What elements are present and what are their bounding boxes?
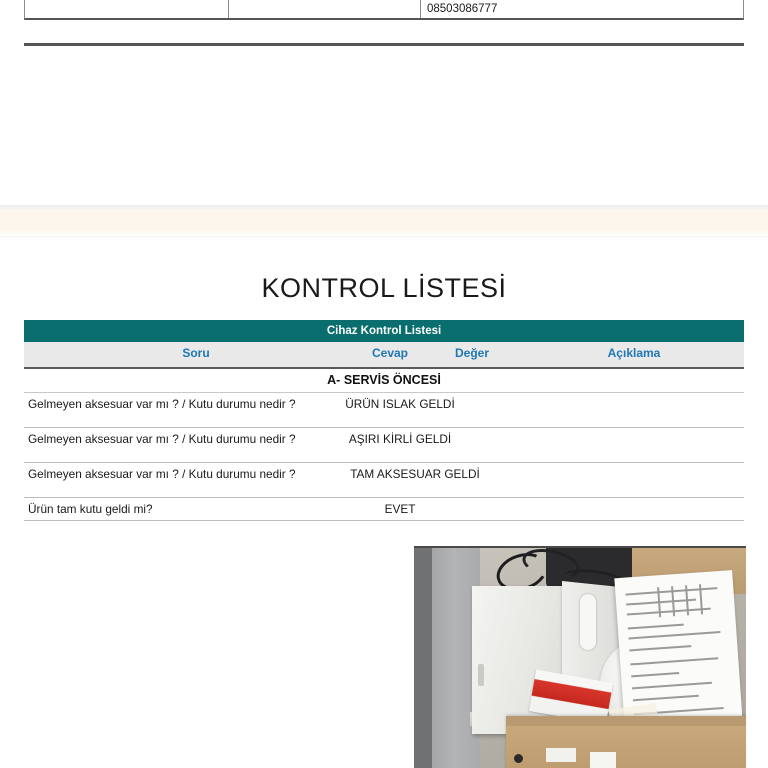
table-row: [24, 428, 744, 463]
table-row: [24, 393, 744, 428]
column-header-soru: Soru: [182, 346, 210, 360]
row-answer: ÜRÜN ISLAK GELDİ: [345, 397, 455, 411]
row-answer: AŞIRI KİRLİ GELDİ: [348, 432, 452, 446]
row-answer: EVET: [384, 502, 416, 516]
row-question: Gelmeyen aksesuar var mı ? / Kutu durumu nedir ?: [28, 467, 296, 481]
row-answer: TAM AKSESUAR GELDİ: [350, 467, 480, 481]
service-photo-image: [414, 548, 746, 768]
column-header-deger: Değer: [454, 346, 489, 360]
row-question: Ürün tam kutu geldi mi?: [28, 502, 153, 516]
page-one-tail: [0, 0, 768, 205]
photo-wall-shadow: [414, 548, 432, 768]
page-title: KONTROL LİSTESİ: [261, 273, 507, 303]
contact-table-cell-phone: 08503086777: [427, 3, 498, 15]
page-one-footer-rule: [24, 43, 744, 46]
checklist-header-row: [24, 342, 744, 369]
photo-box-label: [546, 748, 576, 762]
table-row: [24, 463, 744, 498]
photo-box-label: [590, 752, 616, 768]
contact-table-cell-2: [229, 0, 421, 18]
table-row: [24, 498, 744, 521]
photo-appliance-latch: [478, 664, 484, 686]
row-question: Gelmeyen aksesuar var mı ? / Kutu durumu nedir ?: [28, 397, 296, 411]
checklist-table: [24, 320, 744, 521]
photo-box-hole: [514, 754, 523, 763]
contact-table: [24, 0, 744, 20]
checklist-banner: Cihaz Kontrol Listesi: [24, 320, 744, 342]
column-header-cevap: Cevap: [371, 346, 409, 360]
column-header-aciklama: Açıklama: [607, 346, 661, 360]
contact-table-cell-1: [25, 0, 229, 18]
service-photo: [414, 546, 746, 768]
page-separator-band: [0, 205, 768, 237]
photo-appliance-handle: [580, 594, 596, 650]
checklist-section-header: A- SERVİS ÖNCESİ: [24, 369, 744, 393]
row-question: Gelmeyen aksesuar var mı ? / Kutu durumu nedir ?: [28, 432, 296, 446]
photo-box-flap: [506, 716, 746, 726]
